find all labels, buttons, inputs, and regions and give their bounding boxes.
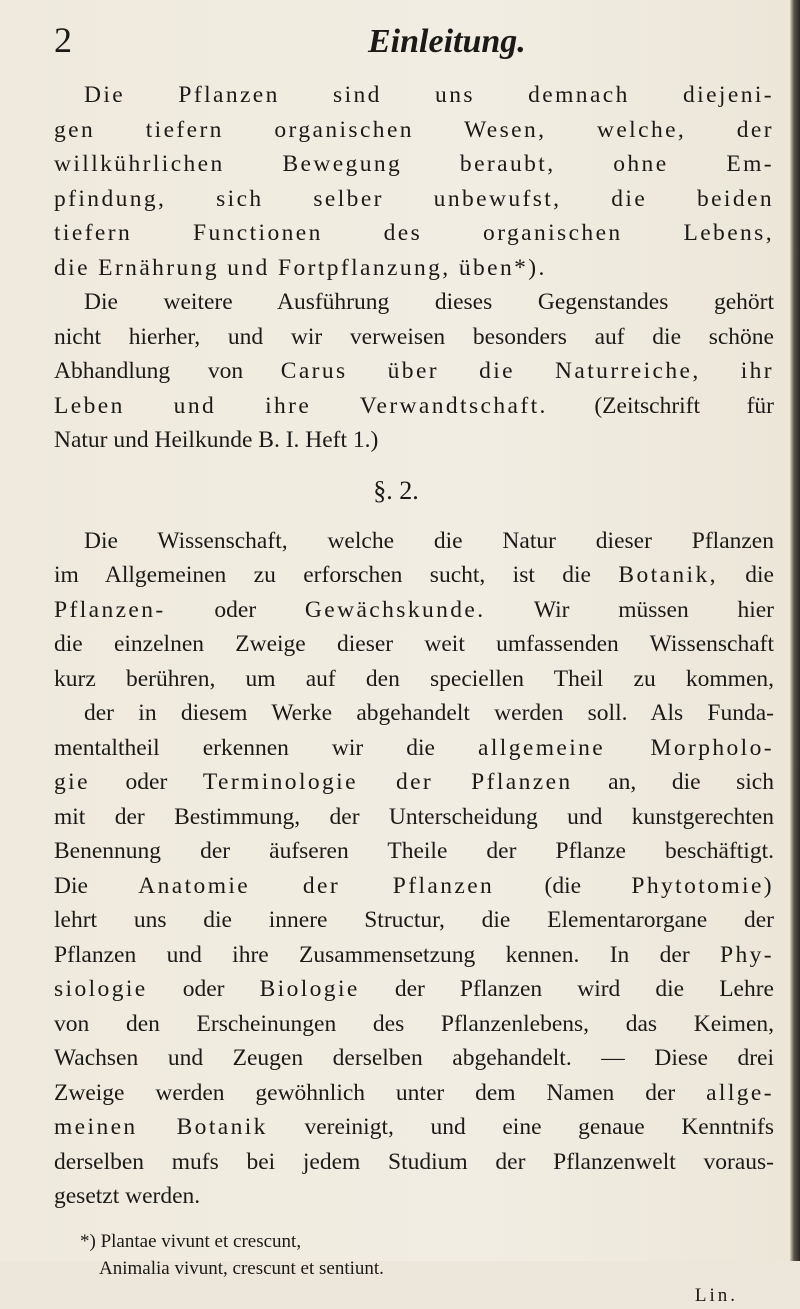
text-span: vereinigt, und eine genaue Kenntnifs [267,1114,775,1140]
spaced-text: Carus über die Naturreiche, ihr [280,358,774,384]
text-span: Pflanzen und ihre Zusammensetzung kennen. In der [54,941,720,968]
text-line: von den Erscheinungen des Pflanzenlebens, das Keimen, [54,1010,774,1037]
text-line: die Ernährung und Fortpflanzung, üben*). [54,254,547,281]
spaced-text: Anatomie der Pflanzen [138,872,495,899]
text-span: (die [494,872,632,899]
text-line: derselben mufs bei jedem Studium der Pflanzenwelt voraus- [54,1148,774,1175]
text-line: pfindung, sich selber unbewufst, die beiden [54,185,774,212]
spaced-text: Gewächskunde. [304,596,486,623]
running-title: Einleitung. [368,23,526,60]
text-line: die einzelnen Zweige dieser weit umfassenden Wissenschaft [54,631,774,657]
footnote-line: *) Plantae vivunt et crescunt, [80,1230,302,1252]
text-line [54,1076,774,1111]
spaced-text: allgemeine Morpholo- [478,734,774,761]
spaced-text: Leben und ihre Verwandtschaft. [54,392,548,419]
text-span: oder [89,769,203,795]
text-line [54,558,774,593]
text-span: oder [147,976,260,1002]
text-line [54,593,774,628]
text-line: Die weitere Ausführung dieses Gegenstandes gehört [84,289,774,315]
spaced-text: siologie [54,976,148,1002]
spaced-text: gie [54,769,90,795]
text-line [54,731,774,766]
page-header [54,18,774,78]
text-line: Die Wissenschaft, welche die Natur dieser Pflanzen [84,527,774,554]
text-span: im Allgemeinen zu erforschen sucht, ist die [54,562,619,588]
text-span: der Pflanzen wird die Lehre [359,976,774,1002]
text-span: oder [165,596,305,623]
text-line [54,938,774,973]
text-span: Die [54,872,139,899]
text-span: mentaltheil erkennen wir die [54,734,479,761]
spaced-text: Biologie [259,976,360,1002]
text-line: nicht hierher, und wir verweisen besonders auf die schöne [54,323,774,350]
text-span: Wir müssen hier [485,596,774,623]
text-line: gen tiefern organischen Wesen, welche, der [54,116,774,143]
text-line: willkührlichen Bewegung beraubt, ohne Em- [54,151,774,177]
text-line: Natur und Heilkunde B. I. Heft 1.) [54,427,379,453]
paragraph-1 [54,78,774,285]
text-span: an, die sich [572,769,774,795]
text-line [54,354,774,389]
spaced-text: Terminologie der Pflanzen [202,769,573,795]
text-line: tiefern Functionen des organischen Lebens, [54,220,774,246]
footnote [54,1228,774,1309]
text-span: (Zeitschrift für [547,392,774,419]
spaced-text: meinen Botanik [54,1114,268,1140]
text-line: mit der Bestimmung, der Unterscheidung und kunstgerechten [54,803,774,830]
spaced-text: Pflanzen- [54,596,166,623]
page-number: 2 [54,20,73,60]
footnote-attribution: Lin. [694,1284,738,1306]
text-line [54,389,774,424]
spaced-text: Botanik, [618,562,718,588]
spaced-text: Phy- [720,941,774,968]
text-line [54,972,774,1007]
spaced-text: Phytotomie) [631,872,774,899]
text-block [54,18,774,1309]
page-edge-shadow [790,0,800,1261]
paragraph-3 [54,524,774,1214]
text-line: gesetzt werden. [54,1183,201,1209]
text-line: der in diesem Werke abgehandelt werden soll. Als Funda- [84,700,774,726]
footnote-line: Animalia vivunt, crescunt et sentiunt. [99,1257,384,1279]
text-line: Die Pflanzen sind uns demnach diejeni- [84,82,774,108]
text-line: Benennung der äufseren Theile der Pflanze beschäftigt. [54,838,774,864]
text-line [54,869,774,904]
text-span: Abhandlung von [54,358,281,384]
spacer [54,1214,774,1228]
text-line: lehrt uns die innere Structur, die Elementarorgane der [54,907,774,933]
text-line: Wachsen und Zeugen derselben abgehandelt. — Diese drei [54,1045,774,1071]
text-line [54,1110,774,1145]
text-span: Zweige werden gewöhnlich unter dem Namen der [54,1079,707,1106]
text-line: kurz berühren, um auf den speciellen Theil zu kommen, [54,665,774,692]
text-span: die [717,562,774,588]
spaced-text: allge- [706,1079,774,1106]
paragraph-2 [54,285,774,458]
text-line [54,765,774,800]
section-heading: §. 2. [373,475,419,505]
